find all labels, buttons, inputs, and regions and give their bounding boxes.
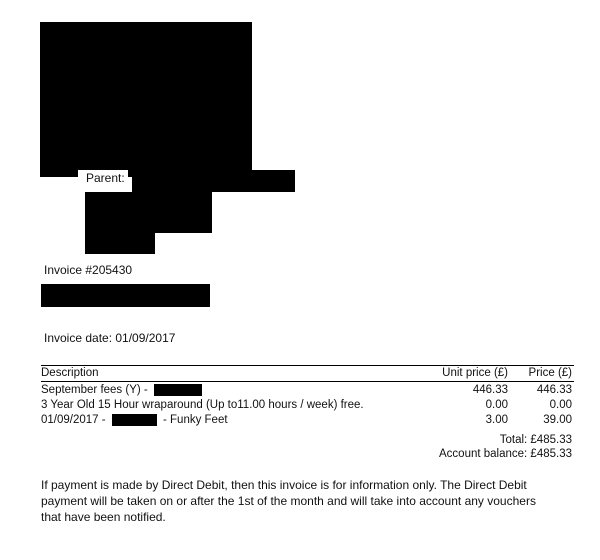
row-description-prefix: September fees (Y) - [41,383,148,396]
row-description [41,397,430,412]
parent-label: Parent: [78,170,128,186]
redacted-description-value [112,414,157,426]
totals-section [41,433,574,461]
invoice-date: Invoice date: 01/09/2017 [44,331,176,345]
row-unit-price: 446.33 [472,383,508,396]
invoice-table-body [41,382,574,428]
row-description-suffix: - Funky Feet [163,413,228,426]
redacted-address-line-1 [85,192,212,216]
table-row [41,412,574,427]
redacted-logo-block [40,22,252,177]
row-description [41,412,430,427]
invoice-table-head [41,366,574,382]
table-row [41,397,574,412]
table-header-row [41,366,574,382]
column-header-price: Price (£) [510,366,574,382]
row-unit-price: 0.00 [485,398,508,411]
redacted-name-block [132,170,295,192]
account-balance: Account balance: £485.33 [439,448,572,461]
total-amount: Total: £485.33 [499,434,572,447]
row-unit-price: 3.00 [485,413,508,426]
column-header-description: Description [41,366,430,382]
row-price: 446.33 [536,383,572,396]
payment-note: If payment is made by Direct Debit, then this invoice is for information only. The Direct Debit payment will be taken on or after the 1st of the month and will take into account any vouchers that have been notified. [41,478,536,524]
redacted-reference-block [41,284,210,307]
row-description [41,382,430,398]
invoice-number: Invoice #205430 [44,263,133,277]
redacted-address-line-2 [85,216,155,254]
redacted-address-line-3 [155,216,212,233]
table-row [41,382,574,398]
redacted-description-value [154,384,202,396]
invoice-table-wrapper [41,365,574,461]
invoice-table [41,365,574,427]
column-header-unit-price: Unit price (£) [430,366,510,382]
row-description-prefix: 01/09/2017 - [41,413,106,426]
row-price: 39.00 [543,413,572,426]
row-price: 0.00 [549,398,572,411]
row-description-prefix: 3 Year Old 15 Hour wraparound (Up to11.00 hours / week) free. [41,398,364,411]
